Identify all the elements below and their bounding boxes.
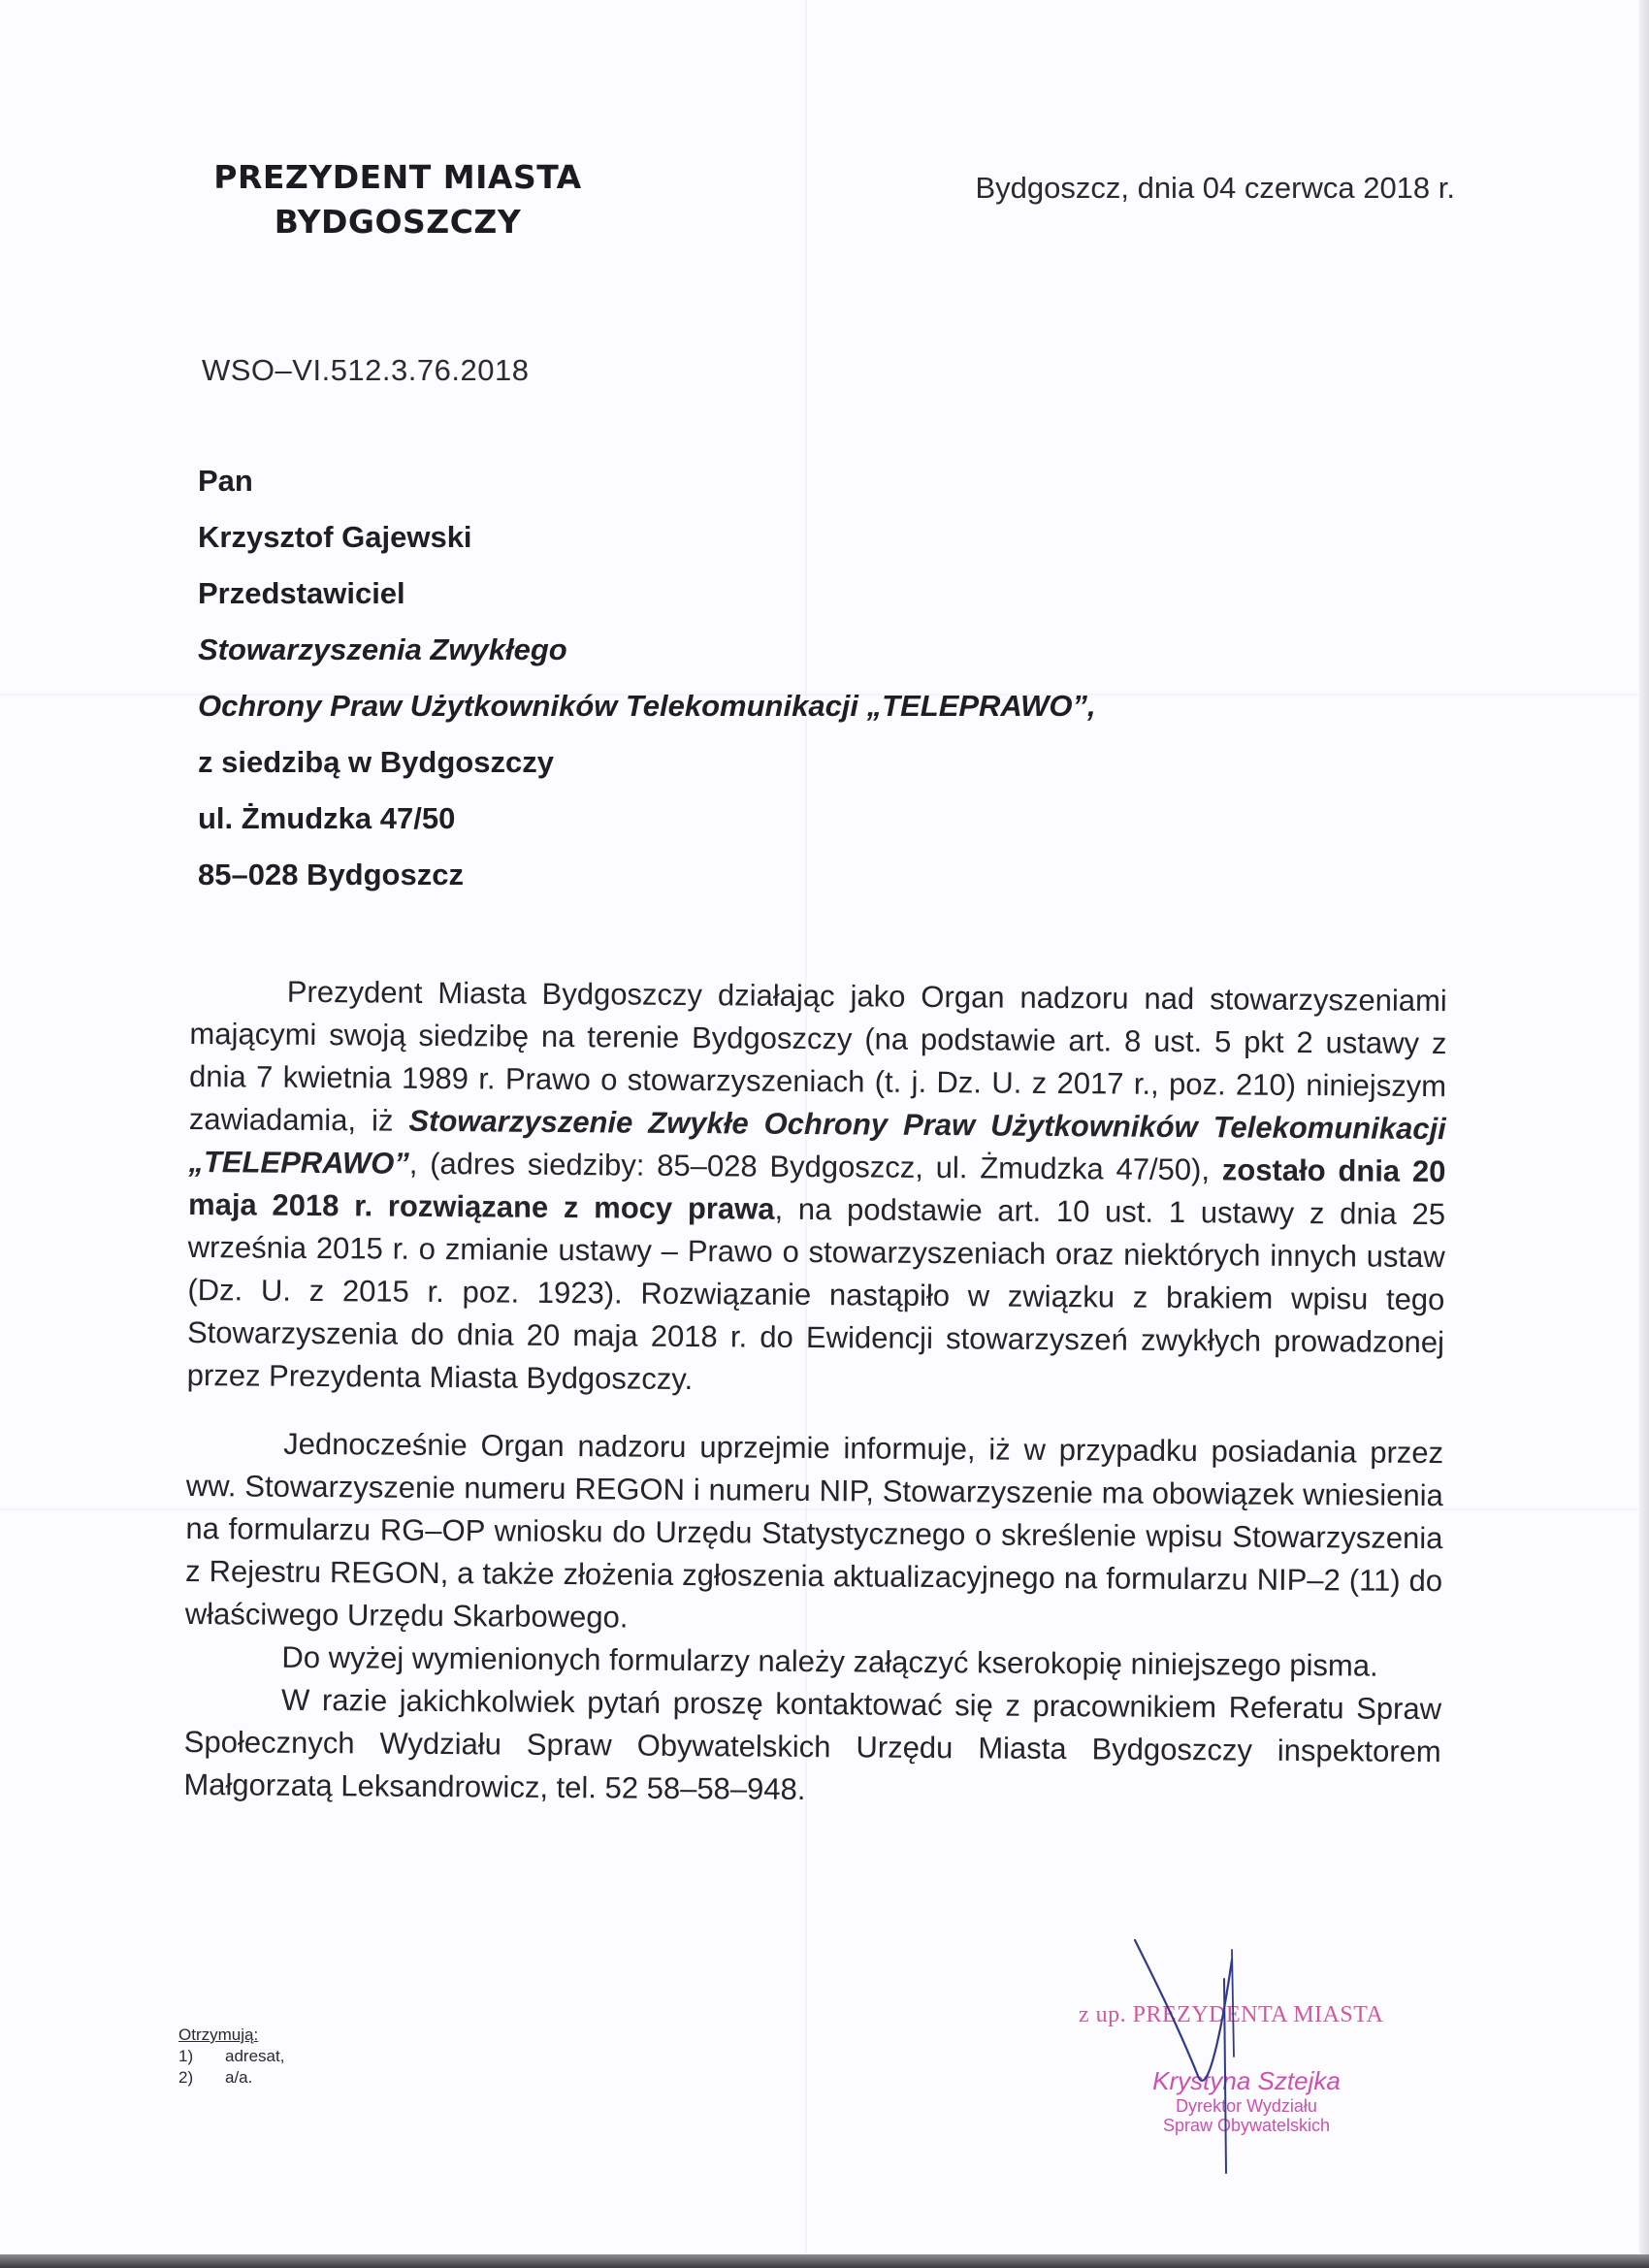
recipient-seat: z siedzibą w Bydgoszczy — [198, 745, 554, 779]
dissolution-statement: zostało dnia 20 maja 2018 r. rozwiązane z mocy prawa — [187, 1152, 1446, 1226]
handwritten-signature — [1125, 1921, 1280, 2183]
letter-date: Bydgoszcz, dnia 04 czerwca 2018 r. — [975, 171, 1455, 205]
stamp-signatory-name: Krystyna Sztejka — [1152, 2066, 1341, 2095]
scan-edge-bottom — [0, 2254, 1649, 2268]
paragraph-2: Jednocześnie Organ nadzoru uprzejmie informuje, iż w przypadku posiadania przez ww. Stowarzyszenie numeru REGON i numeru NIP, Stowarzyszenie ma obowiązek wniesienia na formularzu RG–OP wniosku do Urzędu Statystycznego o skreślenie wpisu Stowarzyszenia z Rejestru REGON, a także złożenia zgłoszenia aktualizacyjnego na formularzu NIP–2 (11) do właściwego Urzędu Skarbowego. — [184, 1426, 1444, 1635]
recipients-item — [178, 2067, 284, 2089]
sender-line-2: BYDGOSZCZY — [274, 203, 522, 241]
recipients-item-text: adresat, — [225, 2047, 285, 2065]
recipient-postal: 85–028 Bydgoszcz — [198, 858, 464, 891]
stamp-signatory-title-1: Dyrektor Wydziału — [1176, 2096, 1317, 2116]
paragraph-3: Do wyżej wymienionych formularzy należy załączyć kserokopię niniejszego pisma. — [281, 1639, 1378, 1683]
letter-body — [183, 970, 1447, 1816]
recipient-org-line-2: Ochrony Praw Użytkowników Telekomunikacji „TELEPRAWO”, — [198, 689, 1096, 723]
stamp-authority-line: z up. PREZYDENTA MIASTA — [1079, 2002, 1384, 2027]
sender-header — [204, 155, 592, 244]
paragraph-1-address: , (adres siedziby: 85–028 Bydgoszcz, ul. Żmudzka 47/50), — [408, 1146, 1222, 1187]
paragraph-4: W razie jakichkolwiek pytań proszę kontaktować się z pracownikiem Referatu Spraw Społecznych Wydziału Spraw Obywatelskich Urzędu Miasta Bydgoszczy inspektorem Małgorzatą Leksandrowicz, tel. 52 58–58–948. — [183, 1682, 1442, 1807]
recipients-list — [178, 2025, 284, 2089]
reference-number: WSO–VI.512.3.76.2018 — [202, 353, 530, 387]
recipients-item-text: a/a. — [225, 2068, 253, 2087]
recipients-title: Otrzymują: — [178, 2025, 259, 2044]
paragraph-1 — [187, 970, 1447, 1407]
scan-edge-right — [1639, 0, 1649, 2268]
paragraph-1-intro: Prezydent Miasta Bydgoszczy działając jako Organ nadzoru nad stowarzyszeniami mającymi swoją siedzibę na terenie Bydgoszczy (na podstawie art. 8 ust. 5 pkt 2 ustawy z dnia 7 kwietnia 1989 r. Prawo o stowarzyszeniach (t. j. Dz. U. z 2017 r., poz. 210) niniejszym zawiadamia, iż — [188, 974, 1447, 1138]
recipient-street: ul. Żmudzka 47/50 — [198, 801, 456, 835]
paragraph-1-legal-basis: , na podstawie art. 10 ust. 1 ustawy z dnia 25 września 2015 r. o zmianie ustawy – Prawo o stowarzyszeniach oraz niektórych innych ustaw (Dz. U. z 2015 r. poz. 1923). Rozwiązanie nastąpiło w związku z brakiem wpisu tego Stowarzyszenia do dnia 20 maja 2018 r. do Ewidencji stowarzyszeń zwykłych prowadzonej przez Prezydenta Miasta Bydgoszczy. — [186, 1191, 1446, 1397]
association-name: Stowarzyszenie Zwykłe Ochrony Praw Użytkowników Telekomunikacji „TELEPRAWO” — [188, 1103, 1446, 1181]
recipients-item-number: 2) — [178, 2068, 194, 2087]
stamp-signatory-title-2: Spraw Obywatelskich — [1162, 2116, 1331, 2135]
recipients-item-number: 1) — [178, 2047, 194, 2065]
recipient-name: Krzysztof Gajewski — [198, 520, 472, 554]
recipients-item — [178, 2046, 284, 2067]
recipient-org-line-1: Stowarzyszenia Zwykłego — [198, 632, 567, 666]
recipient-role: Przedstawiciel — [198, 576, 405, 610]
recipient-address — [198, 460, 1096, 910]
recipient-salutation: Pan — [198, 464, 253, 498]
sender-line-1: PREZYDENT MIASTA — [213, 158, 582, 196]
